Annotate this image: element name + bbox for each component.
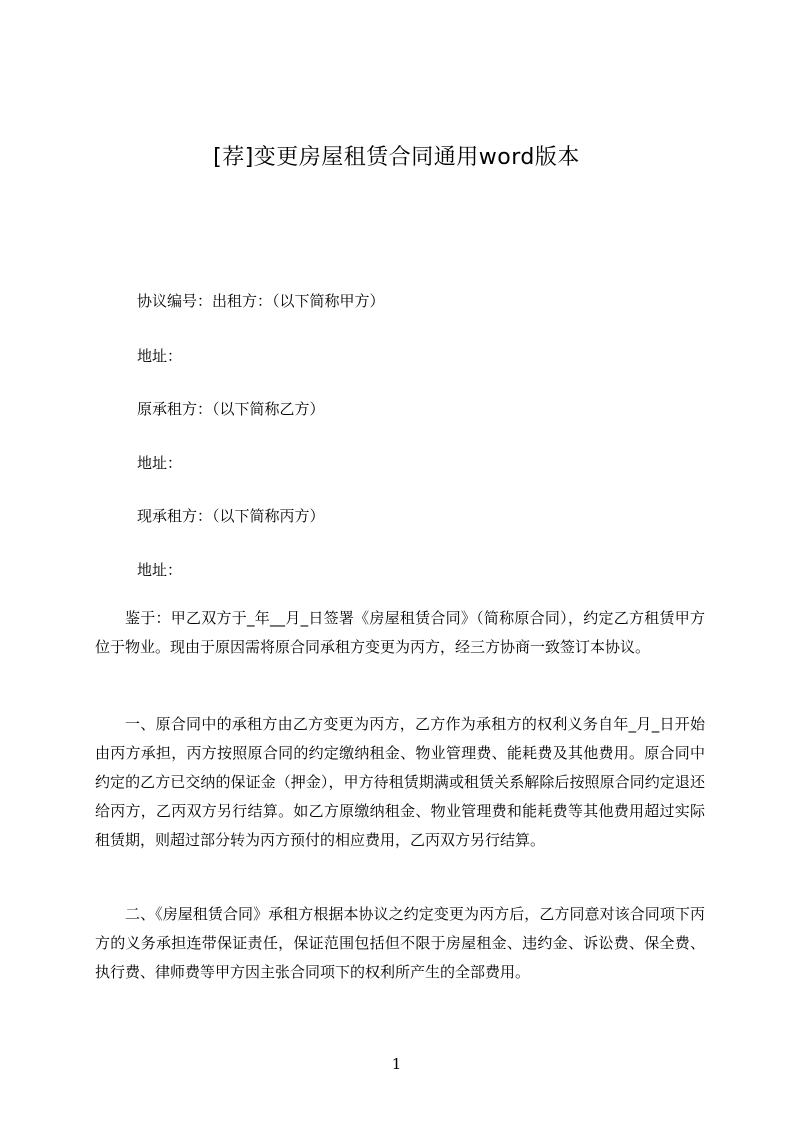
original-lessee-address-field: 地址： [137,454,183,472]
document-title: [荐]变更房屋租赁合同通用word版本 [213,145,580,170]
new-lessee-address-field: 地址： [137,561,183,579]
agreement-number-lessor-field: 协议编号：出租方：（以下简称甲方） [137,292,385,310]
clause-one-paragraph: 一、原合同中的承租方由乙方变更为丙方，乙方作为承租方的权利义务自年_月_日开始由丙方承担，丙方按照原合同的约定缴纳租金、物业管理费、能耗费及其他费用。原合同中约定的乙方已交纳的保证金（押金），甲方待租赁期满或租赁关系解除后按照原合同约定退还给丙方，乙丙双方另行结算。如乙方原缴纳租金、物业管理费和能耗费等其他费用超过实际租赁期，则超过部分转为丙方预付的相应费用，乙丙双方另行结算。 [95,715,705,849]
new-lessee-field: 现承租方：（以下简称丙方） [137,507,325,525]
page-number: 1 [391,1055,402,1073]
preamble-paragraph: 鉴于：甲乙双方于_年__月_日签署《房屋租赁合同》（简称原合同），约定乙方租赁甲方位于物业。现由于原因需将原合同承租方变更为丙方，经三方协商一致签订本协议。 [95,609,705,656]
lessor-address-field: 地址： [137,347,183,365]
clause-two-paragraph: 二、《房屋租赁合同》承租方根据本协议之约定变更为丙方后，乙方同意对该合同项下丙方的义务承担连带保证责任，保证范围包括但不限于房屋租金、违约金、诉讼费、保全费、执行费、律师费等甲方因主张合同项下的权利所产生的全部费用。 [95,905,705,981]
original-lessee-field: 原承租方：（以下简称乙方） [137,400,325,418]
